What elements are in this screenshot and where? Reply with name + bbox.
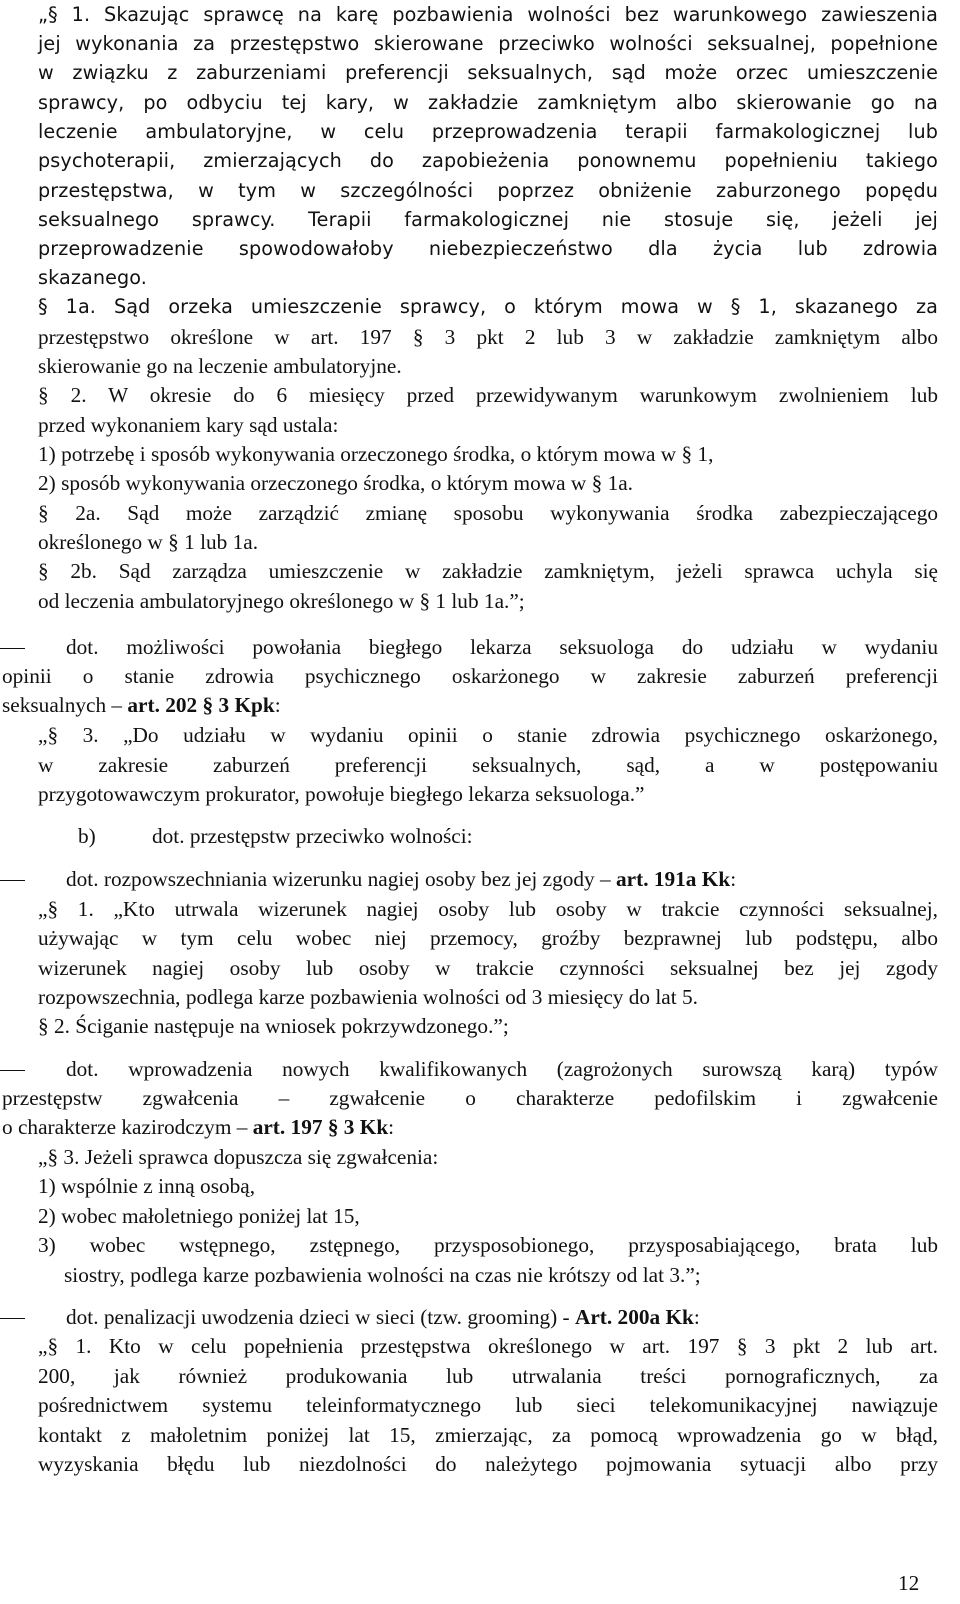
text-line: wizerunek nagiej osoby lub osoby w trakcie czynności seksualnej bez jej zgody: [38, 956, 938, 980]
text-line: „§ 3. Jeżeli sprawca dopuszcza się zgwałcenia:: [38, 1145, 439, 1169]
text-line: psychoterapii, zmierzających do zapobieżenia ponownemu popełnieniu takiego: [38, 149, 938, 172]
text-line: rozpowszechnia, podlega karze pozbawienia wolności od 3 miesięcy do lat 5.: [38, 985, 698, 1009]
legal-reference: art. 202 § 3 Kpk: [127, 693, 275, 717]
text-line: dot. rozpowszechniania wizerunku nagiej osoby bez jej zgody – art. 191a Kk:: [66, 867, 737, 891]
legal-reference: art. 191a Kk: [616, 867, 731, 891]
text-line: § 1a. Sąd orzeka umieszczenie sprawcy, o którym mowa w § 1, skazanego za: [38, 295, 938, 318]
text-line: przygotowawczym prokurator, powołuje biegłego lekarza seksuologa.”: [38, 782, 645, 806]
text-line: seksualnego sprawcy. Terapii farmakologicznej nie stosuje się, jeżeli jej: [38, 208, 938, 231]
text-line: przestępstw zgwałcenia – zgwałcenie o charakterze pedofilskim i zgwałcenie: [2, 1086, 938, 1110]
text-line: skierowanie go na leczenie ambulatoryjne.: [38, 354, 402, 378]
text-line: sprawcy, po odbyciu tej kary, w zakładzie zamkniętym albo skierowanie go na: [38, 91, 938, 114]
text-line: leczenie ambulatoryjne, w celu przeprowadzenia terapii farmakologicznej lub: [38, 120, 938, 143]
text-line: skazanego.: [38, 266, 148, 289]
text-line: 2) wobec małoletniego poniżej lat 15,: [38, 1204, 360, 1228]
text-line: przeprowadzenie spowodowałoby niebezpieczeństwo dla życia lub zdrowia: [38, 237, 938, 260]
legal-reference: art. 197 § 3 Kk: [252, 1115, 389, 1139]
text-line: seksualnych – art. 202 § 3 Kpk:: [2, 693, 281, 717]
page-number: 12: [898, 1571, 920, 1595]
text-line: opinii o stanie zdrowia psychicznego oskarżonego w zakresie zaburzeń preferencji: [2, 664, 938, 688]
text-line: 3) wobec wstępnego, zstępnego, przysposobionego, przysposabiającego, brata lub: [38, 1233, 938, 1257]
text-line: od leczenia ambulatoryjnego określonego w § 1 lub 1a.”;: [38, 589, 525, 613]
legal-reference: Art. 200a Kk: [574, 1305, 694, 1329]
text-line: § 2a. Sąd może zarządzić zmianę sposobu wykonywania środka zabezpieczającego: [38, 501, 938, 525]
text-line: dot. możliwości powołania biegłego lekarza seksuologa do udziału w wydaniu: [66, 635, 938, 659]
text-line: w związku z zaburzeniami preferencji seksualnych, sąd może orzec umieszczenie: [38, 61, 938, 84]
text-line: „§ 1. Skazując sprawcę na karę pozbawienia wolności bez warunkowego zawieszenia: [38, 3, 938, 26]
text-line: 1) wspólnie z inną osobą,: [38, 1174, 256, 1198]
text-line: § 2b. Sąd zarządza umieszczenie w zakładzie zamkniętym, jeżeli sprawca uchyla się: [38, 559, 938, 583]
text-line: dot. penalizacji uwodzenia dzieci w sieci (tzw. grooming) - Art. 200a Kk:: [66, 1305, 700, 1329]
text-line: siostry, podlega karze pozbawienia wolności na czas nie krótszy od lat 3.”;: [64, 1263, 701, 1287]
text-line: § 2. Ściganie następuje na wniosek pokrzywdzonego.”;: [38, 1014, 509, 1038]
text-line: dot. wprowadzenia nowych kwalifikowanych (zagrożonych surowszą karą) typów: [66, 1057, 938, 1081]
text-line: „§ 3. „Do udziału w wydaniu opinii o stanie zdrowia psychicznego oskarżonego,: [38, 723, 938, 747]
text-line: pośrednictwem systemu teleinformatycznego lub sieci telekomunikacyjnej nawiązuje: [38, 1393, 938, 1417]
text-line: „§ 1. Kto w celu popełnienia przestępstwa określonego w art. 197 § 3 pkt 2 lub art.: [38, 1334, 938, 1358]
text-line: przestępstwa, w tym w szczególności poprzez obniżenie zaburzonego popędu: [38, 179, 938, 202]
text-line: kontakt z małoletnim poniżej lat 15, zmierzając, za pomocą wprowadzenia go w błąd,: [38, 1423, 938, 1447]
text-line: w zakresie zaburzeń preferencji seksualnych, sąd, a w postępowaniu: [38, 753, 938, 777]
text-line: § 2. W okresie do 6 miesięcy przed przewidywanym warunkowym zwolnieniem lub: [38, 383, 938, 407]
text-line: 200, jak również produkowania lub utrwalania treści pornograficznych, za: [38, 1364, 938, 1388]
text-line: przed wykonaniem kary sąd ustala:: [38, 413, 339, 437]
text-line: o charakterze kazirodczym – art. 197 § 3 Kk:: [2, 1115, 395, 1139]
bullet-dash: [0, 1070, 25, 1071]
text-line: 1) potrzebę i sposób wykonywania orzeczonego środka, o którym mowa w § 1,: [38, 442, 714, 466]
text-line: „§ 1. „Kto utrwala wizerunek nagiej osoby lub osoby w trakcie czynności seksualnej,: [38, 897, 938, 921]
text-line: przestępstwo określone w art. 197 § 3 pkt 2 lub 3 w zakładzie zamkniętym albo: [38, 325, 938, 349]
bullet-dash: [0, 1318, 25, 1319]
text-line: używając w tym celu wobec niej przemocy, groźby bezprawnej lub podstępu, albo: [38, 926, 938, 950]
section-marker: b): [78, 824, 96, 848]
section-heading: dot. przestępstw przeciwko wolności:: [152, 824, 473, 848]
text-line: 2) sposób wykonywania orzeczonego środka, o którym mowa w § 1a.: [38, 471, 633, 495]
text-line: określonego w § 1 lub 1a.: [38, 530, 259, 554]
bullet-dash: [0, 648, 25, 649]
text-line: jej wykonania za przestępstwo skierowane przeciwko wolności seksualnej, popełnione: [38, 32, 938, 55]
bullet-dash: [0, 880, 25, 881]
text-line: wyzyskania błędu lub niezdolności do należytego pojmowania sytuacji albo przy: [38, 1452, 938, 1476]
